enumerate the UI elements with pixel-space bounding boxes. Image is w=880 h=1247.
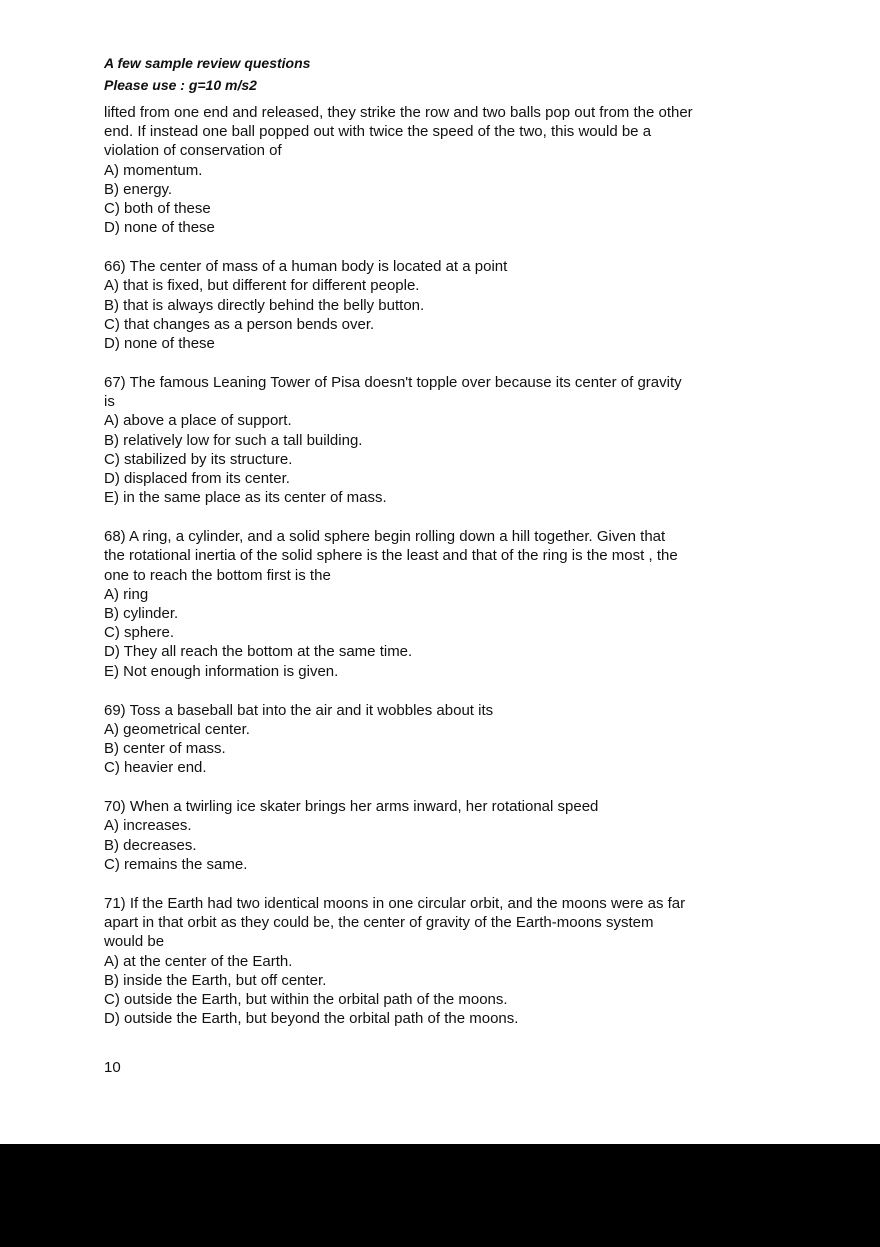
question-66 — [104, 257, 744, 353]
question-text-line: violation of conservation of — [104, 142, 282, 160]
answer-option: A) at the center of the Earth. — [104, 952, 293, 970]
answer-option: D) none of these — [104, 219, 215, 237]
viewer-background — [0, 1144, 880, 1247]
question-text-line: 68) A ring, a cylinder, and a solid sphere begin rolling down a hill together. Given that — [104, 528, 666, 546]
question-text-line: 66) The center of mass of a human body is located at a point — [104, 258, 508, 276]
question-67 — [104, 373, 744, 507]
answer-option: B) decreases. — [104, 836, 197, 854]
answer-option: A) increases. — [104, 817, 192, 835]
answer-option: C) outside the Earth, but within the orbital path of the moons. — [104, 990, 508, 1008]
page-number: 10 — [104, 1059, 121, 1076]
answer-option: B) cylinder. — [104, 605, 179, 623]
answer-option: A) momentum. — [104, 161, 203, 179]
question-70 — [104, 797, 744, 874]
question-text-line: one to reach the bottom first is the — [104, 566, 331, 584]
questions-content — [104, 103, 744, 1028]
question-71 — [104, 894, 744, 1028]
answer-option: E) in the same place as its center of mass. — [104, 489, 387, 507]
question-text-line: apart in that orbit as they could be, the center of gravity of the Earth-moons system — [104, 914, 654, 932]
question-69 — [104, 701, 744, 778]
answer-option: B) energy. — [104, 180, 173, 198]
answer-option: E) Not enough information is given. — [104, 662, 339, 680]
answer-option: C) remains the same. — [104, 855, 248, 873]
answer-option: A) geometrical center. — [104, 720, 250, 738]
answer-option: D) displaced from its center. — [104, 470, 290, 488]
answer-option: C) sphere. — [104, 624, 175, 642]
answer-option: B) center of mass. — [104, 740, 226, 758]
gravity-note: Please use : g=10 m/s2 — [104, 77, 257, 93]
answer-option: D) outside the Earth, but beyond the orbital path of the moons. — [104, 1010, 519, 1028]
answer-option: C) heavier end. — [104, 759, 207, 777]
answer-option: D) They all reach the bottom at the same time. — [104, 643, 413, 661]
question-text-line: 71) If the Earth had two identical moons in one circular orbit, and the moons were as far — [104, 894, 686, 912]
question-text-line: 70) When a twirling ice skater brings her arms inward, her rotational speed — [104, 798, 599, 816]
question-text-line: lifted from one end and released, they strike the row and two balls pop out from the other — [104, 104, 693, 121]
document-title: A few sample review questions — [104, 55, 311, 71]
question-65-continuation — [104, 103, 744, 237]
answer-option: D) none of these — [104, 335, 215, 353]
question-text-line: end. If instead one ball popped out with twice the speed of the two, this would be a — [104, 123, 652, 141]
question-text-line: the rotational inertia of the solid sphere is the least and that of the ring is the most , the — [104, 547, 678, 565]
answer-option: B) inside the Earth, but off center. — [104, 971, 327, 989]
question-text-line: would be — [104, 933, 165, 951]
answer-option: C) both of these — [104, 200, 211, 218]
answer-option: A) that is fixed, but different for different people. — [104, 277, 420, 295]
question-text-line: 67) The famous Leaning Tower of Pisa doesn't topple over because its center of gravity — [104, 374, 682, 392]
answer-option: C) stabilized by its structure. — [104, 450, 293, 468]
question-68 — [104, 527, 744, 681]
answer-option: A) ring — [104, 585, 149, 603]
answer-option: A) above a place of support. — [104, 412, 292, 430]
answer-option: C) that changes as a person bends over. — [104, 315, 375, 333]
question-text-line: 69) Toss a baseball bat into the air and it wobbles about its — [104, 701, 494, 719]
answer-option: B) relatively low for such a tall building. — [104, 431, 363, 449]
question-text-line: is — [104, 393, 115, 411]
answer-option: B) that is always directly behind the belly button. — [104, 296, 425, 314]
